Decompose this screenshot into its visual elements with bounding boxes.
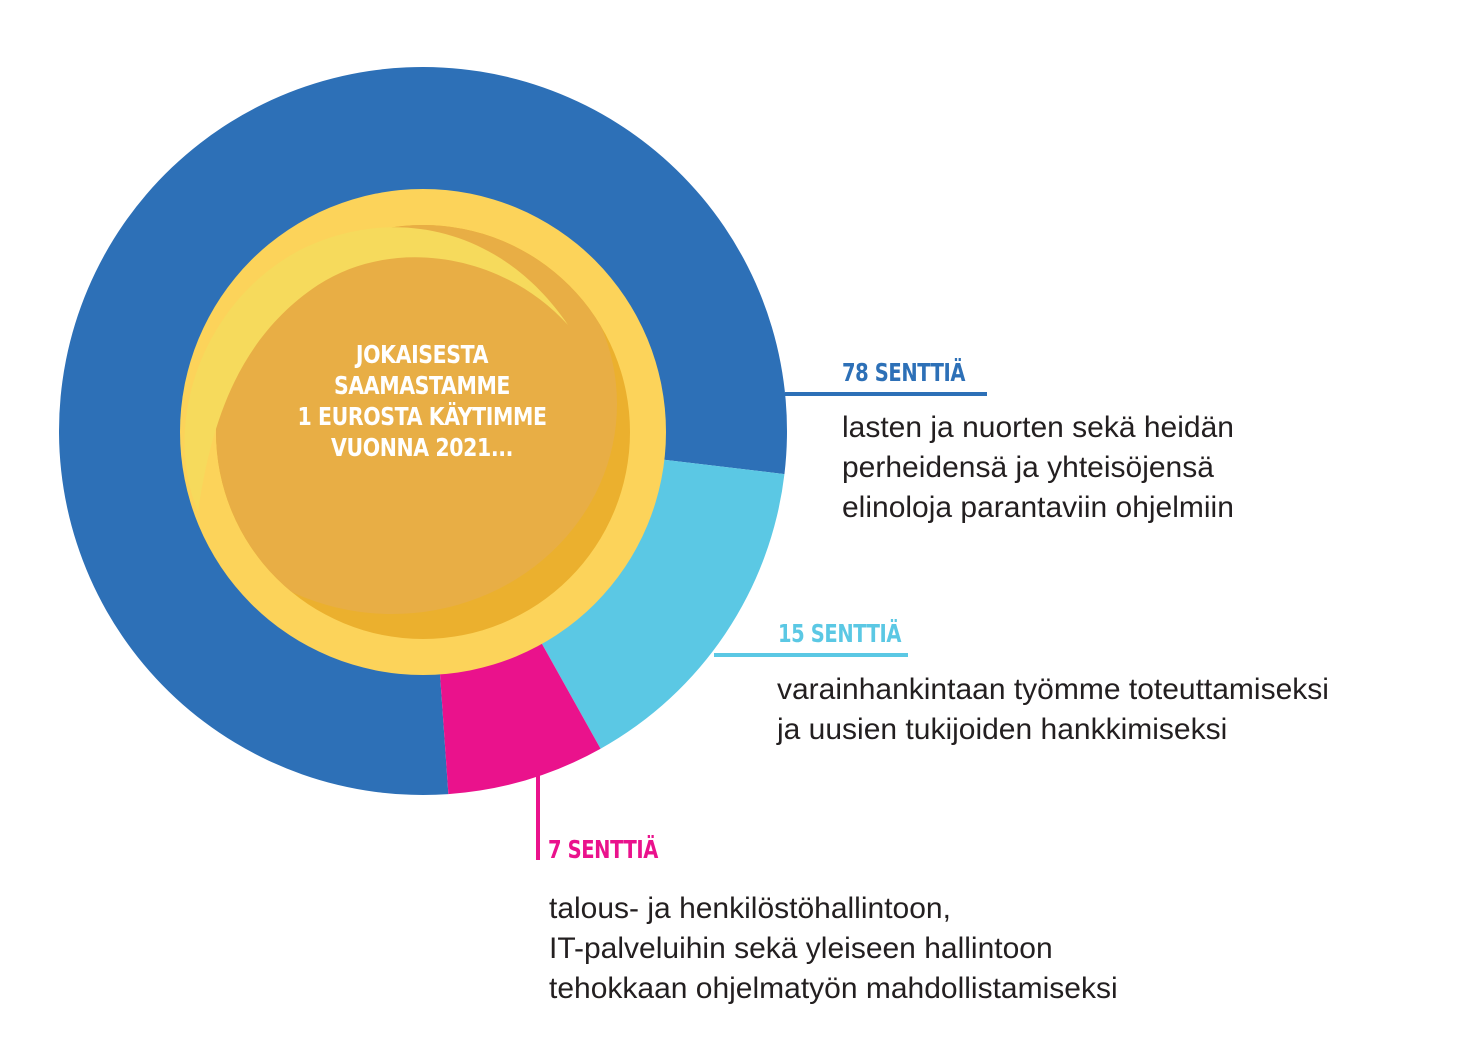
center-title: [258, 339, 586, 463]
segment-description-administration: [549, 889, 1118, 1009]
center-title-line: SAAMASTAMME: [333, 371, 511, 400]
segment-description-fundraising: [777, 670, 1329, 750]
description-line: perheidensä ja yhteisöjensä: [842, 451, 1214, 484]
center-title-line: 1 EUROSTA KÄYTIMME: [297, 402, 547, 431]
segment-heading-administration: 7 SENTTIÄ: [548, 835, 658, 864]
description-line: ja uusien tukijoiden hankkimiseksi: [777, 713, 1228, 746]
description-line: elinoloja parantaviin ohjelmiin: [842, 491, 1234, 524]
description-line: IT-palveluihin sekä yleiseen hallintoon: [549, 932, 1053, 965]
description-line: talous- ja henkilöstöhallintoon,: [549, 892, 951, 925]
center-title-line: JOKAISESTA: [355, 340, 489, 369]
description-line: varainhankintaan työmme toteuttamiseksi: [777, 673, 1329, 706]
segment-description-programs: [842, 408, 1234, 528]
description-line: lasten ja nuorten sekä heidän: [842, 411, 1234, 444]
center-title-line: VUONNA 2021...: [331, 433, 513, 462]
description-line: tehokkaan ohjelmatyön mahdollistamiseksi: [549, 972, 1118, 1005]
segment-heading-programs: 78 SENTTIÄ: [842, 358, 966, 387]
segment-heading-fundraising: 15 SENTTIÄ: [778, 619, 902, 648]
